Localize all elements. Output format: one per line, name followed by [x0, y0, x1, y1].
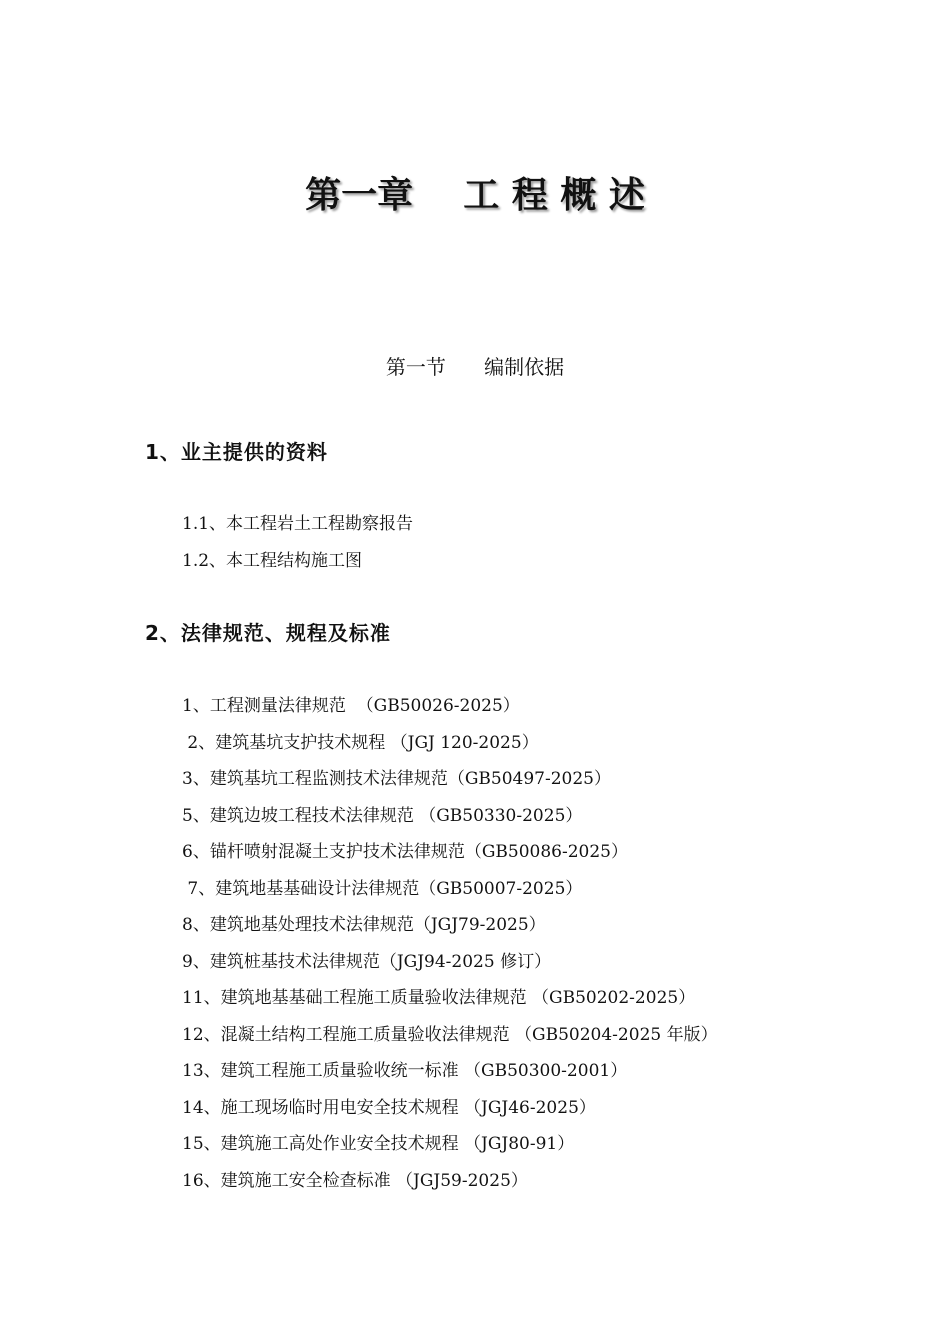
standards-list [182, 692, 718, 1203]
list-item: 15、建筑施工高处作业安全技术规程 （JGJ80-91） [182, 1134, 575, 1154]
list-item: 1.2、本工程结构施工图 [182, 551, 363, 571]
heading-owner-materials: 1、业主提供的资料 [145, 440, 328, 464]
list-item: 1、工程测量法律规范 （GB50026-2025） [182, 696, 520, 716]
list-item: 13、建筑工程施工质量验收统一标准 （GB50300-2001） [182, 1061, 628, 1081]
owner-materials-list [182, 510, 413, 584]
list-item: 9、建筑桩基技术法律规范（JGJ94-2025 修订） [182, 951, 552, 972]
list-item: 5、建筑边坡工程技术法律规范 （GB50330-2025） [182, 805, 583, 826]
list-item: 11、建筑地基基础工程施工质量验收法律规范 （GB50202-2025） [182, 988, 696, 1008]
list-item: 14、施工现场临时用电安全技术规程 （JGJ46-2025） [182, 1097, 596, 1118]
list-item: 6、锚杆喷射混凝土支护技术法律规范（GB50086-2025） [182, 842, 628, 862]
heading-standards: 2、法律规范、规程及标准 [145, 621, 391, 645]
list-item: 2、建筑基坑支护技术规程 （JGJ 120-2025） [182, 732, 539, 753]
list-item: 16、建筑施工安全检查标准 （JGJ59-2025） [182, 1170, 528, 1191]
list-item: 7、建筑地基基础设计法律规范（GB50007-2025） [182, 878, 583, 899]
list-item: 1.1、本工程岩土工程勘察报告 [182, 514, 414, 534]
list-item: 8、建筑地基处理技术法律规范（JGJ79-2025） [182, 915, 546, 935]
list-item: 12、混凝土结构工程施工质量验收法律规范 （GB50204-2025 年版） [182, 1024, 718, 1045]
list-item: 3、建筑基坑工程监测技术法律规范（GB50497-2025） [182, 769, 611, 789]
chapter-title: 第一章 工 程 概 述 [305, 175, 645, 216]
section-title: 第一节 编制依据 [385, 355, 565, 379]
